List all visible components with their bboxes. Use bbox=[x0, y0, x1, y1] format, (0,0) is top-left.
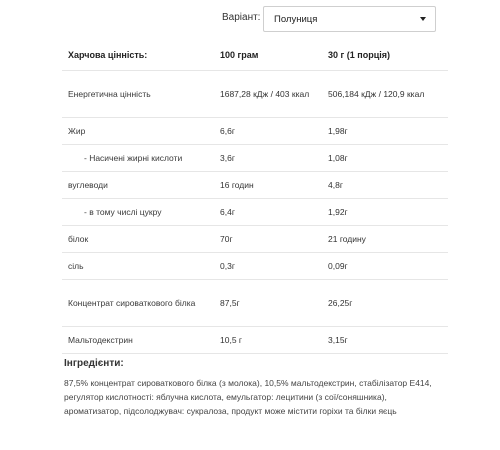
row-value-serving: 506,184 кДж / 120,9 ккал bbox=[322, 71, 448, 118]
header-per-100g: 100 грам bbox=[214, 41, 322, 71]
nutrition-table bbox=[62, 41, 448, 354]
table-row bbox=[62, 145, 448, 172]
row-value-serving: 1,92г bbox=[322, 199, 448, 226]
row-value-serving: 26,25г bbox=[322, 280, 448, 327]
row-label: Жир bbox=[62, 118, 214, 145]
row-value-100g: 87,5г bbox=[214, 280, 322, 327]
row-value-serving: 3,15г bbox=[322, 327, 448, 354]
row-label: - Насичені жирні кислоти bbox=[62, 145, 214, 172]
table-row bbox=[62, 226, 448, 253]
variant-selected-value: Полуниця bbox=[274, 14, 318, 25]
row-label: Мальтодекстрин bbox=[62, 327, 214, 354]
variant-label: Варіант: bbox=[222, 12, 261, 23]
table-row bbox=[62, 253, 448, 280]
row-value-100g: 16 годин bbox=[214, 172, 322, 199]
row-value-100g: 10,5 г bbox=[214, 327, 322, 354]
row-value-100g: 0,3г bbox=[214, 253, 322, 280]
nutrition-header-row bbox=[62, 41, 448, 71]
table-row bbox=[62, 199, 448, 226]
row-value-serving: 1,08г bbox=[322, 145, 448, 172]
row-label: білок bbox=[62, 226, 214, 253]
row-value-serving: 21 годину bbox=[322, 226, 448, 253]
variant-dropdown[interactable] bbox=[263, 6, 436, 32]
row-value-100g: 1687,28 кДж / 403 ккал bbox=[214, 71, 322, 118]
row-label: Концентрат сироваткового білка bbox=[62, 280, 214, 327]
row-value-100g: 6,4г bbox=[214, 199, 322, 226]
table-row bbox=[62, 280, 448, 327]
row-label: вуглеводи bbox=[62, 172, 214, 199]
row-value-serving: 1,98г bbox=[322, 118, 448, 145]
row-value-100g: 70г bbox=[214, 226, 322, 253]
chevron-down-icon bbox=[420, 17, 426, 21]
row-value-100g: 6,6г bbox=[214, 118, 322, 145]
header-per-serving: 30 г (1 порція) bbox=[322, 41, 448, 71]
row-label: Енергетична цінність bbox=[62, 71, 214, 118]
variant-selector bbox=[0, 0, 500, 40]
row-label: - в тому числі цукру bbox=[62, 199, 214, 226]
table-row bbox=[62, 327, 448, 354]
ingredients-title: Інгредієнти: bbox=[64, 358, 124, 369]
row-label: сіль bbox=[62, 253, 214, 280]
ingredients-text: 87,5% концентрат сироваткового білка (з молока), 10,5% мальтодекстрин, стабілізатор E414, регулятор кислотності: яблучна кислота, емульгатор: лецитини (з сої/соняшника), ароматизатор, підсолоджувач: сукралоза, продукт може містити горіхи та білки яєць bbox=[64, 378, 432, 416]
row-value-serving: 4,8г bbox=[322, 172, 448, 199]
table-row bbox=[62, 172, 448, 199]
header-nutrition: Харчова цінність: bbox=[62, 41, 214, 71]
table-row bbox=[62, 71, 448, 118]
row-value-100g: 3,6г bbox=[214, 145, 322, 172]
row-value-serving: 0,09г bbox=[322, 253, 448, 280]
table-row bbox=[62, 118, 448, 145]
